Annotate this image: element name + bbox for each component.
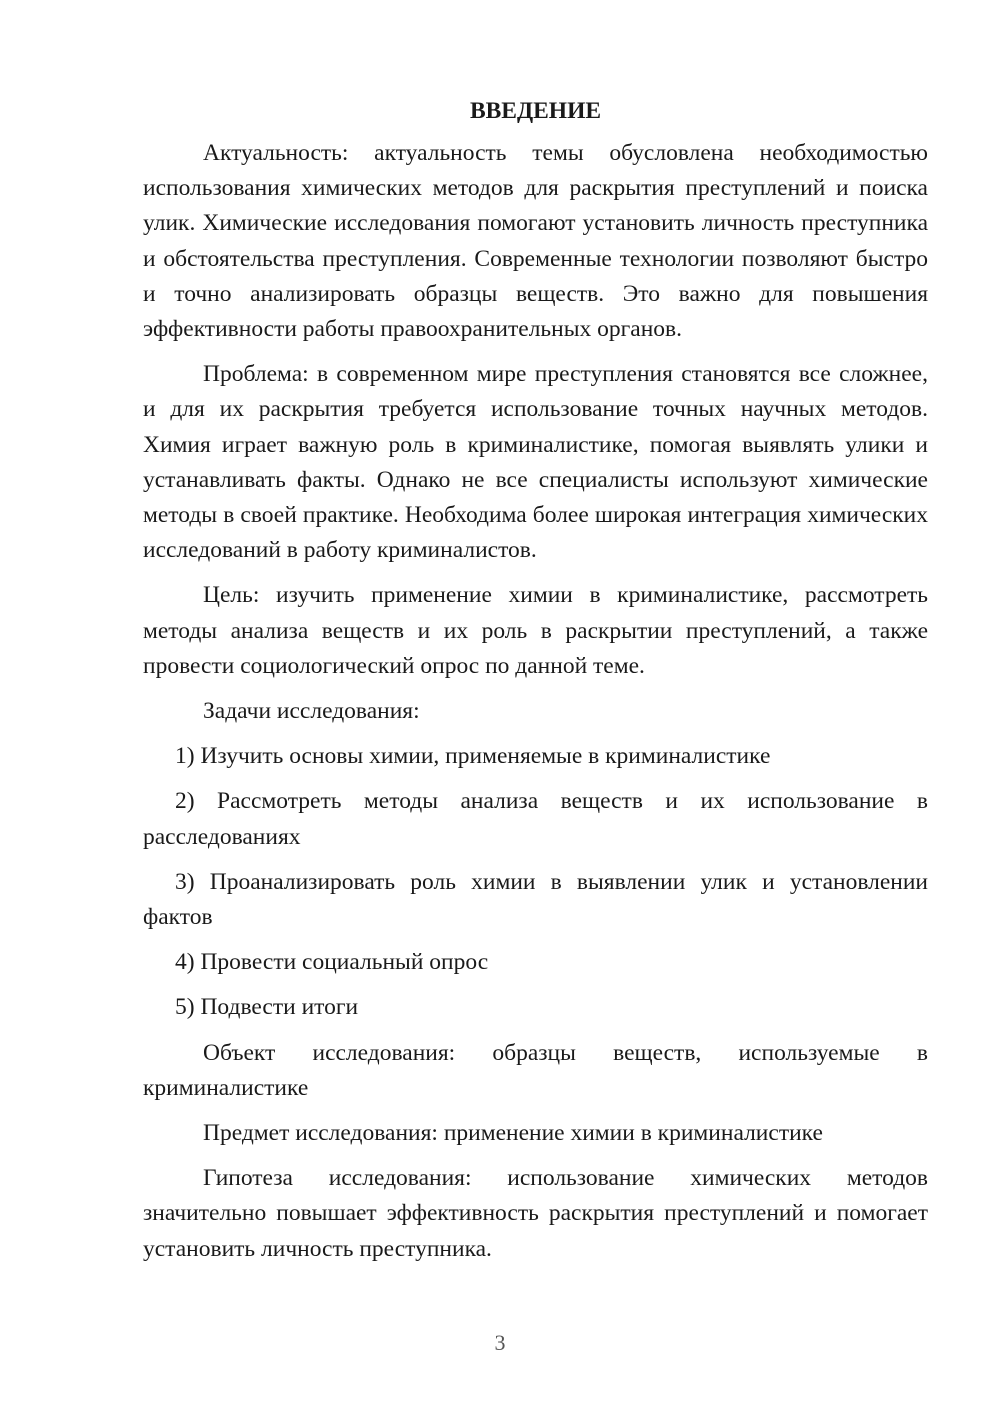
relevance-paragraph: Актуальность: актуальность темы обусловлена необходимостью использования химических методов для раскрытия преступлений и поиска улик. Химические исследования помогают установить личность преступника и обстоятельства преступления. Современные технологии позволяют быстро и точно анализировать образцы веществ. Это важно для повышения эффективности работы правоохранительных органов. <box>143 140 928 343</box>
task-item: 5) Подвести итоги <box>175 994 359 1021</box>
subject-paragraph: Предмет исследования: применение химии в криминалистике <box>203 1120 823 1147</box>
page-number: 3 <box>494 1330 506 1355</box>
goal-paragraph: Цель: изучить применение химии в криминалистике, рассмотреть методы анализа веществ и их роль в раскрытии преступлений, а также провести социологический опрос по данной теме. <box>143 582 928 679</box>
task-item: 1) Изучить основы химии, применяемые в криминалистике <box>175 743 771 770</box>
page-content <box>143 96 928 1277</box>
problem-paragraph: Проблема: в современном мире преступления становятся все сложнее, и для их раскрытия требуется использование точных научных методов. Химия играет важную роль в криминалистике, помогая выявлять улики и устанавливать факты. Однако не все специалисты используют химические методы в своей практике. Необходима более широкая интеграция химических исследований в работу криминалистов. <box>143 361 928 564</box>
tasks-heading: Задачи исследования: <box>203 698 420 725</box>
task-item: 3) Проанализировать роль химии в выявлении улик и установлении фактов <box>143 868 928 931</box>
task-item: 2) Рассмотреть методы анализа веществ и их использование в расследованиях <box>143 788 928 850</box>
page-title: ВВЕДЕНИЕ <box>469 98 602 124</box>
hypothesis-paragraph: Гипотеза исследования: использование химических методов значительно повышает эффективность раскрытия преступлений и помогает установить личность преступника. <box>143 1165 928 1262</box>
task-item: 4) Провести социальный опрос <box>175 949 489 976</box>
object-paragraph: Объект исследования: образцы веществ, используемые в криминалистике <box>143 1039 928 1101</box>
